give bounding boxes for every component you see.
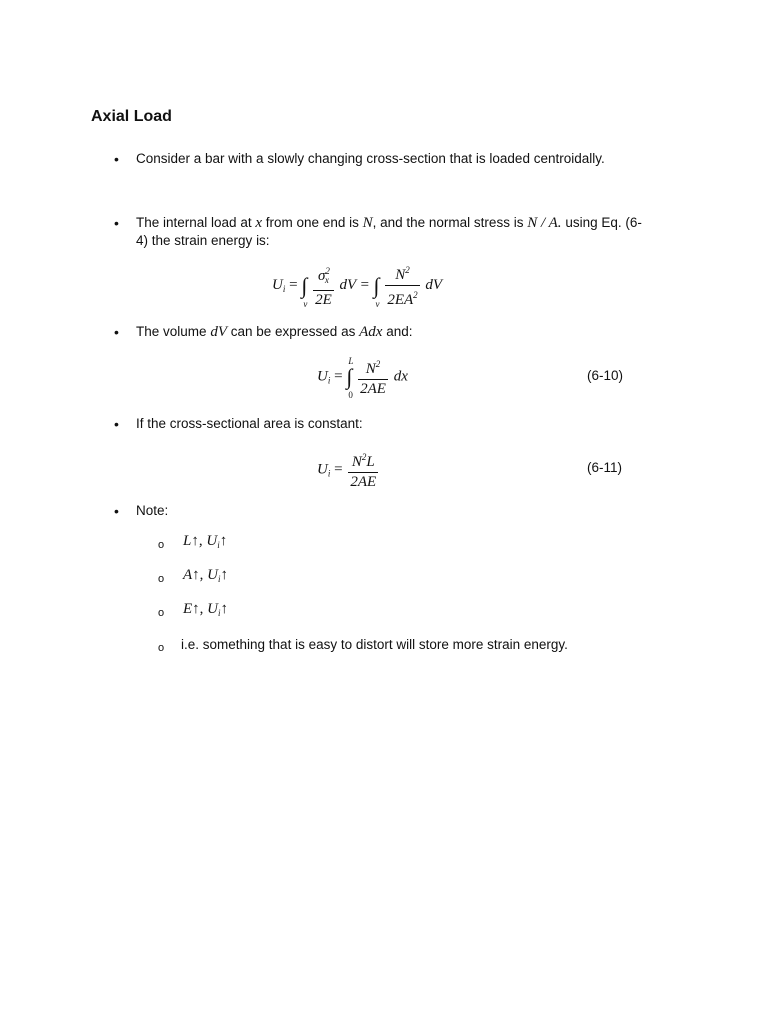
text-run: 4) the strain energy is: xyxy=(136,233,270,248)
fraction xyxy=(385,262,419,309)
math-sup: 2 xyxy=(375,359,381,369)
fraction-numerator xyxy=(313,263,334,290)
fraction-numerator xyxy=(385,262,419,285)
math-N-over-A: N / A. xyxy=(527,215,562,231)
math-sub: i xyxy=(327,468,331,479)
math-sup: 2 xyxy=(361,452,367,462)
bullet-text-5: Note: xyxy=(136,503,169,518)
fraction-denominator: 2E xyxy=(315,291,332,308)
integral-lower-limit: 0 xyxy=(348,390,353,400)
math-L: L xyxy=(366,454,375,470)
note-item-3 xyxy=(183,601,228,618)
math-equals: = xyxy=(334,461,343,478)
bullet-text-3 xyxy=(136,323,412,341)
math-comma: , xyxy=(199,567,204,583)
bullet-text-2 xyxy=(136,214,676,249)
math-equals: = xyxy=(289,276,298,293)
fraction-denominator: 2AE xyxy=(350,474,377,490)
bullet-text-4: If the cross-sectional area is constant: xyxy=(136,416,363,431)
bullet-marker: • xyxy=(114,324,119,340)
math-sub: i xyxy=(282,283,286,294)
up-arrow-icon: ↑ xyxy=(192,567,200,583)
math-dx: dx xyxy=(393,368,408,385)
bullet-marker: • xyxy=(114,215,119,231)
text-run: , and the normal stress is xyxy=(372,215,524,230)
note-item-2 xyxy=(183,567,228,584)
math-sub: i xyxy=(217,540,220,550)
math-U: U xyxy=(207,567,219,583)
math-U: U xyxy=(272,276,283,293)
fraction-numerator xyxy=(358,356,388,379)
math-dV: dV xyxy=(210,324,227,340)
math-comma: , xyxy=(198,533,203,549)
sub-bullet-marker: o xyxy=(158,607,165,619)
integral-sign: ∫ L 0 xyxy=(346,356,354,400)
fraction xyxy=(313,263,334,309)
bullet-marker: • xyxy=(114,503,119,519)
equation-number: (6-10) xyxy=(587,368,624,383)
bullet-marker: • xyxy=(114,151,119,167)
math-sup: 2 xyxy=(325,265,330,276)
text-run: The volume xyxy=(136,324,207,339)
equation-6-10 xyxy=(317,356,408,398)
math-equals: = xyxy=(334,368,343,385)
math-sub: i xyxy=(218,574,221,584)
section-heading: Axial Load xyxy=(91,108,172,125)
up-arrow-icon: ↑ xyxy=(220,567,229,583)
math-sub: i xyxy=(218,608,221,618)
integral-lower-limit: v xyxy=(303,298,308,309)
math-U: U xyxy=(206,533,218,549)
sub-bullet-marker: o xyxy=(158,642,165,654)
math-Adx: Adx xyxy=(359,324,383,340)
sub-bullet-marker: o xyxy=(158,539,165,551)
text-run: using Eq. (6- xyxy=(565,215,642,230)
math-var: A xyxy=(183,567,193,583)
math-dV: dV = xyxy=(339,276,370,293)
integral-upper-limit: L xyxy=(348,356,354,366)
math-sup: 2 xyxy=(405,265,410,275)
note-item-1 xyxy=(183,533,227,550)
up-arrow-icon: ↑ xyxy=(192,601,200,617)
math-N: N xyxy=(362,215,373,231)
math-x: x xyxy=(255,215,263,231)
math-N: N xyxy=(395,267,406,283)
equation-strain-energy-general xyxy=(272,262,442,309)
math-dV: dV xyxy=(425,276,443,293)
integral-lower-limit: v xyxy=(375,298,380,309)
up-arrow-icon: ↑ xyxy=(191,533,199,549)
math-U: U xyxy=(207,601,219,617)
bullet-text-1: Consider a bar with a slowly changing cross-section that is loaded centroidally. xyxy=(136,151,605,166)
up-arrow-icon: ↑ xyxy=(220,601,229,617)
math-N: N xyxy=(365,361,376,377)
fraction xyxy=(348,449,378,491)
integral-sign: ∫ v xyxy=(301,272,308,309)
sub-bullet-marker: o xyxy=(158,573,165,585)
fraction-denominator xyxy=(385,285,419,309)
math-comma: , xyxy=(199,601,204,617)
math-2EA: 2EA xyxy=(387,292,414,308)
equation-number: (6-11) xyxy=(587,460,623,475)
text-run: The internal load at xyxy=(136,215,252,230)
integral-sign: ∫ v xyxy=(373,272,380,309)
text-run: from one end is xyxy=(265,215,359,230)
math-var: E xyxy=(183,601,193,617)
math-N: N xyxy=(351,454,362,470)
bullet-marker: • xyxy=(114,416,119,432)
math-sub: i xyxy=(327,375,331,386)
equation-6-11 xyxy=(317,449,380,491)
math-var: L xyxy=(183,533,192,549)
fraction xyxy=(358,356,388,398)
up-arrow-icon: ↑ xyxy=(219,533,228,549)
math-sigma: σ xyxy=(317,267,326,284)
fraction-denominator: 2AE xyxy=(360,381,386,397)
math-U: U xyxy=(317,368,328,385)
math-U: U xyxy=(317,461,328,478)
fraction-numerator xyxy=(348,449,378,472)
text-run: and: xyxy=(386,324,413,339)
note-text: i.e. something that is easy to distort will store more strain energy. xyxy=(181,637,568,652)
math-sup: 2 xyxy=(413,290,418,300)
text-run: can be expressed as xyxy=(230,324,356,339)
math-sub: x xyxy=(324,274,329,285)
